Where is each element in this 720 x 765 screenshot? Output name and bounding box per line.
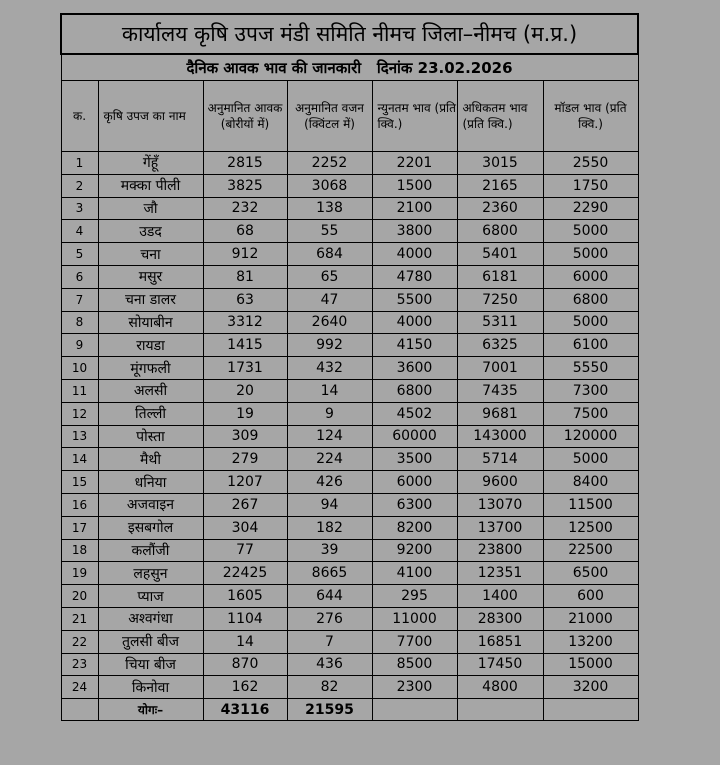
data-rows [61, 152, 638, 699]
report-subtitle: दैनिक आवक भाव की जानकारी दिनांक 23.02.2026 [61, 54, 638, 81]
row-arrival-bags: 81 [203, 265, 287, 288]
row-serial: 11 [61, 379, 98, 402]
total-row [61, 699, 638, 721]
row-weight: 65 [287, 265, 372, 288]
table-row [61, 174, 638, 197]
row-max-price: 7001 [457, 357, 543, 380]
row-serial: 22 [61, 630, 98, 653]
row-arrival-bags: 19 [203, 402, 287, 425]
row-weight: 82 [287, 676, 372, 699]
table-row [61, 334, 638, 357]
row-max-price: 5714 [457, 448, 543, 471]
row-modal-price: 7500 [543, 402, 638, 425]
row-min-price: 7700 [372, 630, 457, 653]
row-weight: 14 [287, 379, 372, 402]
row-serial: 20 [61, 585, 98, 608]
row-weight: 3068 [287, 174, 372, 197]
row-arrival-bags: 3312 [203, 311, 287, 334]
row-arrival-bags: 77 [203, 539, 287, 562]
row-weight: 426 [287, 471, 372, 494]
row-min-price: 9200 [372, 539, 457, 562]
table-row [61, 357, 638, 380]
table-row [61, 243, 638, 266]
row-max-price: 13700 [457, 516, 543, 539]
row-weight: 436 [287, 653, 372, 676]
table-row [61, 516, 638, 539]
row-crop-name: प्याज [98, 585, 203, 608]
row-serial: 10 [61, 357, 98, 380]
row-modal-price: 5000 [543, 311, 638, 334]
row-arrival-bags: 267 [203, 493, 287, 516]
row-serial: 12 [61, 402, 98, 425]
row-max-price: 17450 [457, 653, 543, 676]
row-arrival-bags: 1731 [203, 357, 287, 380]
header-serial: क. [61, 81, 98, 152]
table-row [61, 493, 638, 516]
row-serial: 15 [61, 471, 98, 494]
row-max-price: 28300 [457, 607, 543, 630]
table-row [61, 562, 638, 585]
row-crop-name: पोस्ता [98, 425, 203, 448]
row-max-price: 7435 [457, 379, 543, 402]
row-min-price: 4000 [372, 311, 457, 334]
row-serial: 16 [61, 493, 98, 516]
table-row [61, 265, 638, 288]
row-min-price: 3500 [372, 448, 457, 471]
row-arrival-bags: 870 [203, 653, 287, 676]
table-row [61, 448, 638, 471]
row-arrival-bags: 22425 [203, 562, 287, 585]
row-modal-price: 12500 [543, 516, 638, 539]
row-max-price: 6181 [457, 265, 543, 288]
header-min-price: न्युनतम भाव (प्रति क्वि.) [372, 81, 457, 152]
row-serial: 6 [61, 265, 98, 288]
row-crop-name: अजवाइन [98, 493, 203, 516]
row-min-price: 3600 [372, 357, 457, 380]
row-min-price: 1500 [372, 174, 457, 197]
table-row [61, 288, 638, 311]
row-serial: 3 [61, 197, 98, 220]
row-min-price: 6800 [372, 379, 457, 402]
row-serial: 9 [61, 334, 98, 357]
row-modal-price: 120000 [543, 425, 638, 448]
table-row [61, 379, 638, 402]
row-weight: 432 [287, 357, 372, 380]
row-arrival-bags: 232 [203, 197, 287, 220]
row-arrival-bags: 3825 [203, 174, 287, 197]
row-modal-price: 13200 [543, 630, 638, 653]
row-min-price: 4100 [372, 562, 457, 585]
row-arrival-bags: 68 [203, 220, 287, 243]
total-empty-serial [61, 699, 98, 721]
row-weight: 2252 [287, 152, 372, 175]
row-crop-name: मक्का पीली [98, 174, 203, 197]
row-arrival-bags: 162 [203, 676, 287, 699]
row-max-price: 143000 [457, 425, 543, 448]
row-modal-price: 6800 [543, 288, 638, 311]
row-modal-price: 6100 [543, 334, 638, 357]
row-crop-name: जौ [98, 197, 203, 220]
row-max-price: 2165 [457, 174, 543, 197]
table-row [61, 425, 638, 448]
table-row [61, 311, 638, 334]
row-max-price: 2360 [457, 197, 543, 220]
row-weight: 124 [287, 425, 372, 448]
row-weight: 9 [287, 402, 372, 425]
row-crop-name: तुलसी बीज [98, 630, 203, 653]
row-min-price: 11000 [372, 607, 457, 630]
row-crop-name: अश्वगंधा [98, 607, 203, 630]
row-weight: 8665 [287, 562, 372, 585]
row-min-price: 4780 [372, 265, 457, 288]
row-min-price: 8200 [372, 516, 457, 539]
table-row [61, 630, 638, 653]
row-weight: 138 [287, 197, 372, 220]
header-crop: कृषि उपज का नाम [98, 81, 203, 152]
row-serial: 18 [61, 539, 98, 562]
row-weight: 94 [287, 493, 372, 516]
row-min-price: 6300 [372, 493, 457, 516]
row-crop-name: लहसुन [98, 562, 203, 585]
row-serial: 14 [61, 448, 98, 471]
total-weight: 21595 [287, 699, 372, 721]
table-row [61, 653, 638, 676]
row-modal-price: 5550 [543, 357, 638, 380]
row-min-price: 295 [372, 585, 457, 608]
row-min-price: 60000 [372, 425, 457, 448]
row-crop-name: कलौंजी [98, 539, 203, 562]
row-arrival-bags: 20 [203, 379, 287, 402]
title-row [61, 14, 638, 54]
row-max-price: 6325 [457, 334, 543, 357]
table-row [61, 197, 638, 220]
row-max-price: 6800 [457, 220, 543, 243]
row-max-price: 1400 [457, 585, 543, 608]
row-arrival-bags: 304 [203, 516, 287, 539]
row-serial: 17 [61, 516, 98, 539]
row-min-price: 4150 [372, 334, 457, 357]
row-weight: 992 [287, 334, 372, 357]
row-modal-price: 5000 [543, 220, 638, 243]
row-weight: 55 [287, 220, 372, 243]
row-max-price: 5311 [457, 311, 543, 334]
row-min-price: 5500 [372, 288, 457, 311]
row-modal-price: 600 [543, 585, 638, 608]
office-title: कार्यालय कृषि उपज मंडी समिति नीमच जिला–नीमच (म.प्र.) [61, 14, 638, 54]
row-min-price: 6000 [372, 471, 457, 494]
table-row [61, 152, 638, 175]
total-bags: 43116 [203, 699, 287, 721]
row-crop-name: चना डालर [98, 288, 203, 311]
row-modal-price: 6000 [543, 265, 638, 288]
row-serial: 7 [61, 288, 98, 311]
row-serial: 2 [61, 174, 98, 197]
row-max-price: 12351 [457, 562, 543, 585]
row-modal-price: 1750 [543, 174, 638, 197]
row-modal-price: 11500 [543, 493, 638, 516]
row-modal-price: 2550 [543, 152, 638, 175]
row-serial: 13 [61, 425, 98, 448]
row-arrival-bags: 309 [203, 425, 287, 448]
row-crop-name: मसुर [98, 265, 203, 288]
row-max-price: 9681 [457, 402, 543, 425]
row-crop-name: मूंगफली [98, 357, 203, 380]
row-weight: 47 [287, 288, 372, 311]
row-modal-price: 7300 [543, 379, 638, 402]
row-crop-name: गेंहूँ [98, 152, 203, 175]
row-serial: 24 [61, 676, 98, 699]
row-weight: 182 [287, 516, 372, 539]
row-crop-name: अलसी [98, 379, 203, 402]
row-modal-price: 6500 [543, 562, 638, 585]
row-serial: 19 [61, 562, 98, 585]
row-max-price: 4800 [457, 676, 543, 699]
table-row [61, 585, 638, 608]
row-max-price: 7250 [457, 288, 543, 311]
table-row [61, 539, 638, 562]
row-modal-price: 8400 [543, 471, 638, 494]
row-weight: 7 [287, 630, 372, 653]
row-serial: 21 [61, 607, 98, 630]
total-empty-modal [543, 699, 638, 721]
row-modal-price: 3200 [543, 676, 638, 699]
table-row [61, 471, 638, 494]
row-modal-price: 2290 [543, 197, 638, 220]
row-crop-name: धनिया [98, 471, 203, 494]
row-weight: 276 [287, 607, 372, 630]
row-serial: 5 [61, 243, 98, 266]
total-empty-max [457, 699, 543, 721]
row-serial: 4 [61, 220, 98, 243]
total-label: योगः– [98, 699, 203, 721]
row-crop-name: किनोवा [98, 676, 203, 699]
row-arrival-bags: 1605 [203, 585, 287, 608]
row-arrival-bags: 1207 [203, 471, 287, 494]
row-crop-name: चिया बीज [98, 653, 203, 676]
subtitle-row [61, 54, 638, 81]
row-modal-price: 21000 [543, 607, 638, 630]
row-max-price: 5401 [457, 243, 543, 266]
row-max-price: 23800 [457, 539, 543, 562]
row-crop-name: चना [98, 243, 203, 266]
row-max-price: 9600 [457, 471, 543, 494]
row-crop-name: सोयाबीन [98, 311, 203, 334]
table-row [61, 402, 638, 425]
row-modal-price: 15000 [543, 653, 638, 676]
header-modal-price: मॉडल भाव (प्रति क्वि.) [543, 81, 638, 152]
row-min-price: 2201 [372, 152, 457, 175]
row-modal-price: 22500 [543, 539, 638, 562]
row-min-price: 4000 [372, 243, 457, 266]
row-modal-price: 5000 [543, 243, 638, 266]
header-weight-quintal: अनुमानित वजन (क्विंटल में) [287, 81, 372, 152]
row-crop-name: मैथी [98, 448, 203, 471]
row-max-price: 16851 [457, 630, 543, 653]
table-row [61, 607, 638, 630]
row-weight: 684 [287, 243, 372, 266]
row-min-price: 4502 [372, 402, 457, 425]
header-max-price: अधिकतम भाव (प्रति क्वि.) [457, 81, 543, 152]
row-weight: 224 [287, 448, 372, 471]
row-arrival-bags: 1104 [203, 607, 287, 630]
row-min-price: 2100 [372, 197, 457, 220]
row-arrival-bags: 279 [203, 448, 287, 471]
row-arrival-bags: 1415 [203, 334, 287, 357]
row-weight: 39 [287, 539, 372, 562]
row-max-price: 13070 [457, 493, 543, 516]
row-min-price: 3800 [372, 220, 457, 243]
column-header-row [61, 81, 638, 152]
row-max-price: 3015 [457, 152, 543, 175]
row-min-price: 8500 [372, 653, 457, 676]
row-crop-name: रायडा [98, 334, 203, 357]
total-empty-min [372, 699, 457, 721]
table-row [61, 220, 638, 243]
row-weight: 644 [287, 585, 372, 608]
row-arrival-bags: 63 [203, 288, 287, 311]
row-serial: 8 [61, 311, 98, 334]
row-min-price: 2300 [372, 676, 457, 699]
row-weight: 2640 [287, 311, 372, 334]
row-arrival-bags: 14 [203, 630, 287, 653]
table-row [61, 676, 638, 699]
header-arrival-bags: अनुमानित आवक (बोरीयों में) [203, 81, 287, 152]
row-arrival-bags: 2815 [203, 152, 287, 175]
row-crop-name: इसबगोल [98, 516, 203, 539]
row-serial: 1 [61, 152, 98, 175]
row-crop-name: तिल्ली [98, 402, 203, 425]
report-sheet [60, 13, 637, 721]
row-modal-price: 5000 [543, 448, 638, 471]
arrival-price-table [60, 13, 639, 721]
row-crop-name: उडद [98, 220, 203, 243]
row-arrival-bags: 912 [203, 243, 287, 266]
row-serial: 23 [61, 653, 98, 676]
